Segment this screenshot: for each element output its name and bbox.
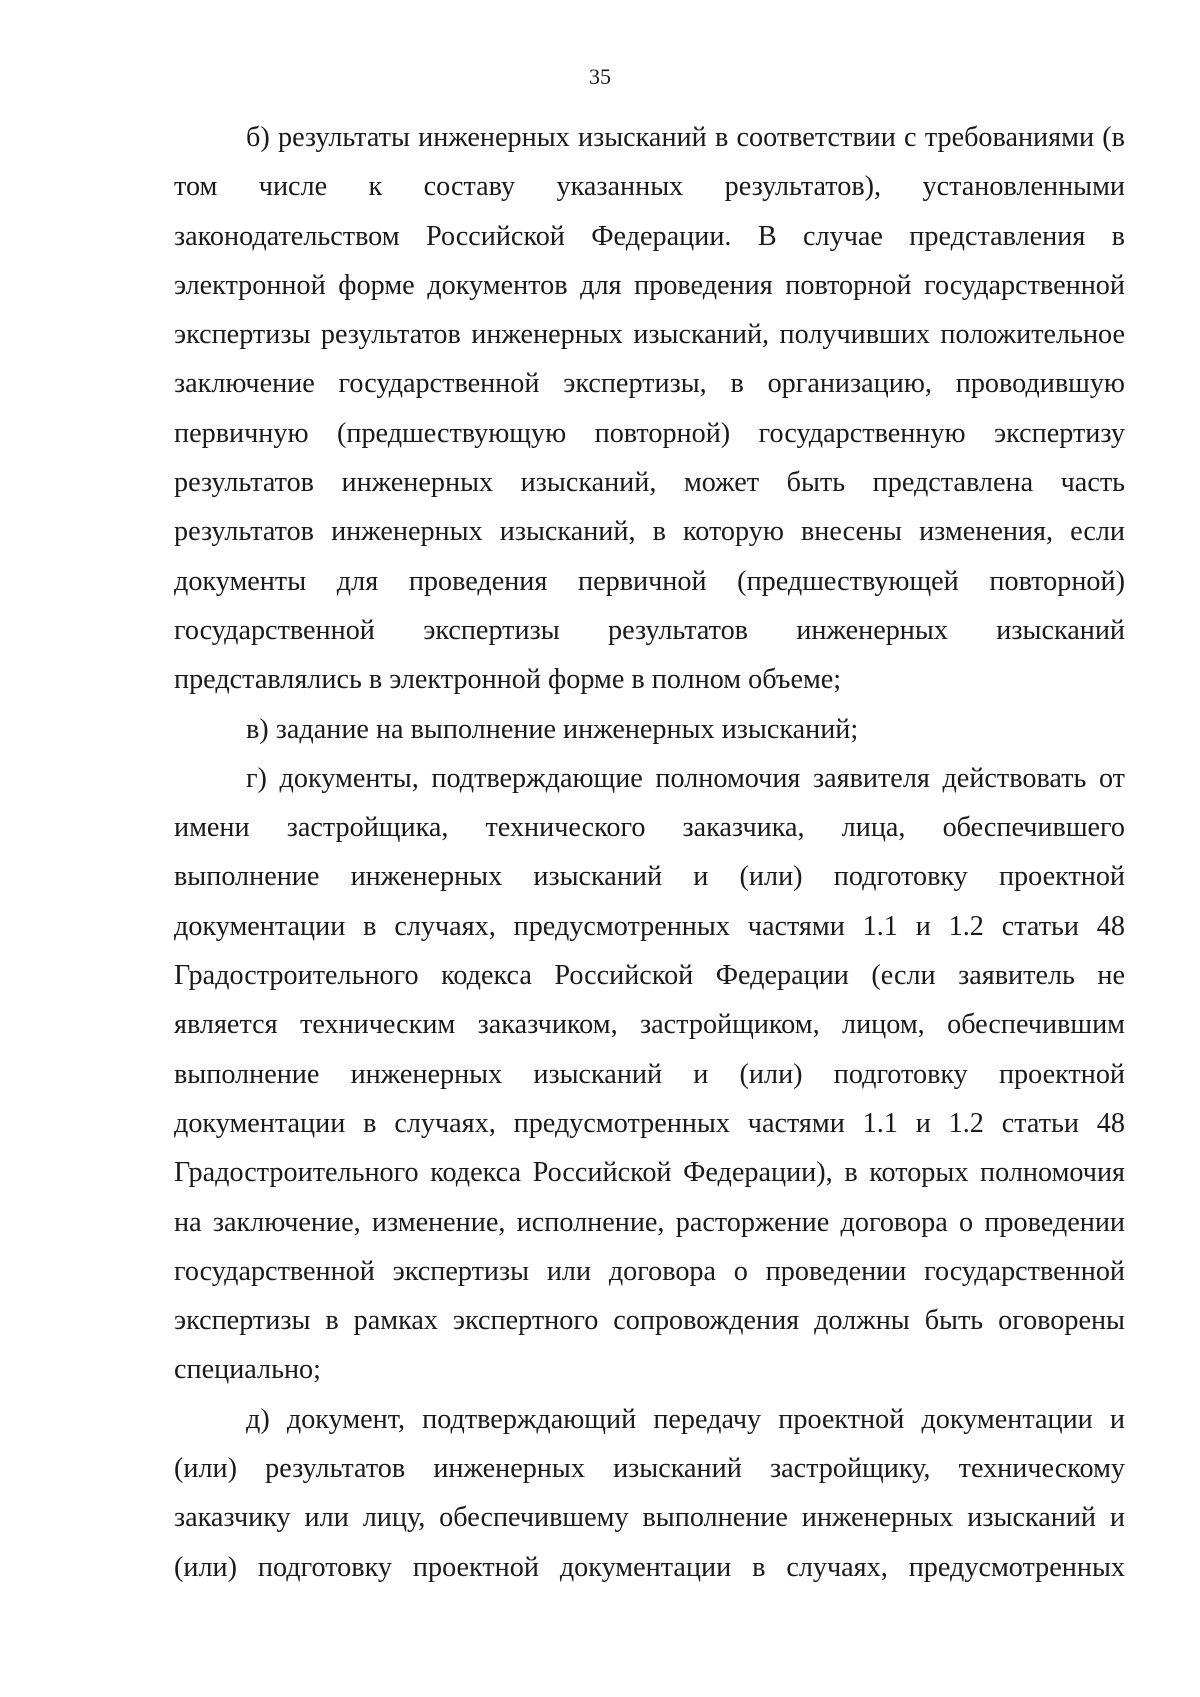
paragraph-v-survey-assignment: в) задание на выполнение инженерных изысканий; bbox=[246, 713, 859, 745]
paragraph-g-authority-documents: г) документы, подтверждающие полномочия заявителя действовать от имени застройщика, технического заказчика, лица, обеспечившего выполнение инженерных изысканий и (или) подготовку проектной документации в случаях, предусмотренных частями 1.1 и 1.2 статьи 48 Градостроительного кодекса Российской Федерации (если заявитель не является техническим заказчиком, застройщиком, лицом, обеспечившим выполнение инженерных изысканий и (или) подготовку проектной документации в случаях, предусмотренных частями 1.1 и 1.2 статьи 48 Градостроительного кодекса Российской Федерации), в которых полномочия на заключение, изменение, исполнение, расторжение договора о проведении государственной экспертизы или договора о проведении государственной экспертизы в рамках экспертного сопровождения должны быть оговорены специально; bbox=[174, 762, 1125, 1386]
paragraph-d-transfer-document: д) документ, подтверждающий передачу проектной документации и (или) результатов инженерных изысканий застройщику, техническому заказчику или лицу, обеспечившему выполнение инженерных изысканий и (или) подготовку проектной документации в случаях, предусмотренных bbox=[174, 1403, 1125, 1583]
body-text bbox=[174, 113, 1125, 1592]
page-number: 35 bbox=[589, 64, 611, 89]
paragraph-b-engineering-survey-results: б) результаты инженерных изысканий в соответствии с требованиями (в том числе к составу указанных результатов), установленными законодательством Российской Федерации. В случае представления в электронной форме документов для проведения повторной государственной экспертизы результатов инженерных изысканий, получивших положительное заключение государственной экспертизы, в организацию, проводившую первичную (предшествующую повторной) государственную экспертизу результатов инженерных изысканий, может быть представлена часть результатов инженерных изысканий, в которую внесены изменения, если документы для проведения первичной (предшествующей повторной) государственной экспертизы результатов инженерных изысканий представлялись в электронной форме в полном объеме; bbox=[174, 122, 1125, 696]
